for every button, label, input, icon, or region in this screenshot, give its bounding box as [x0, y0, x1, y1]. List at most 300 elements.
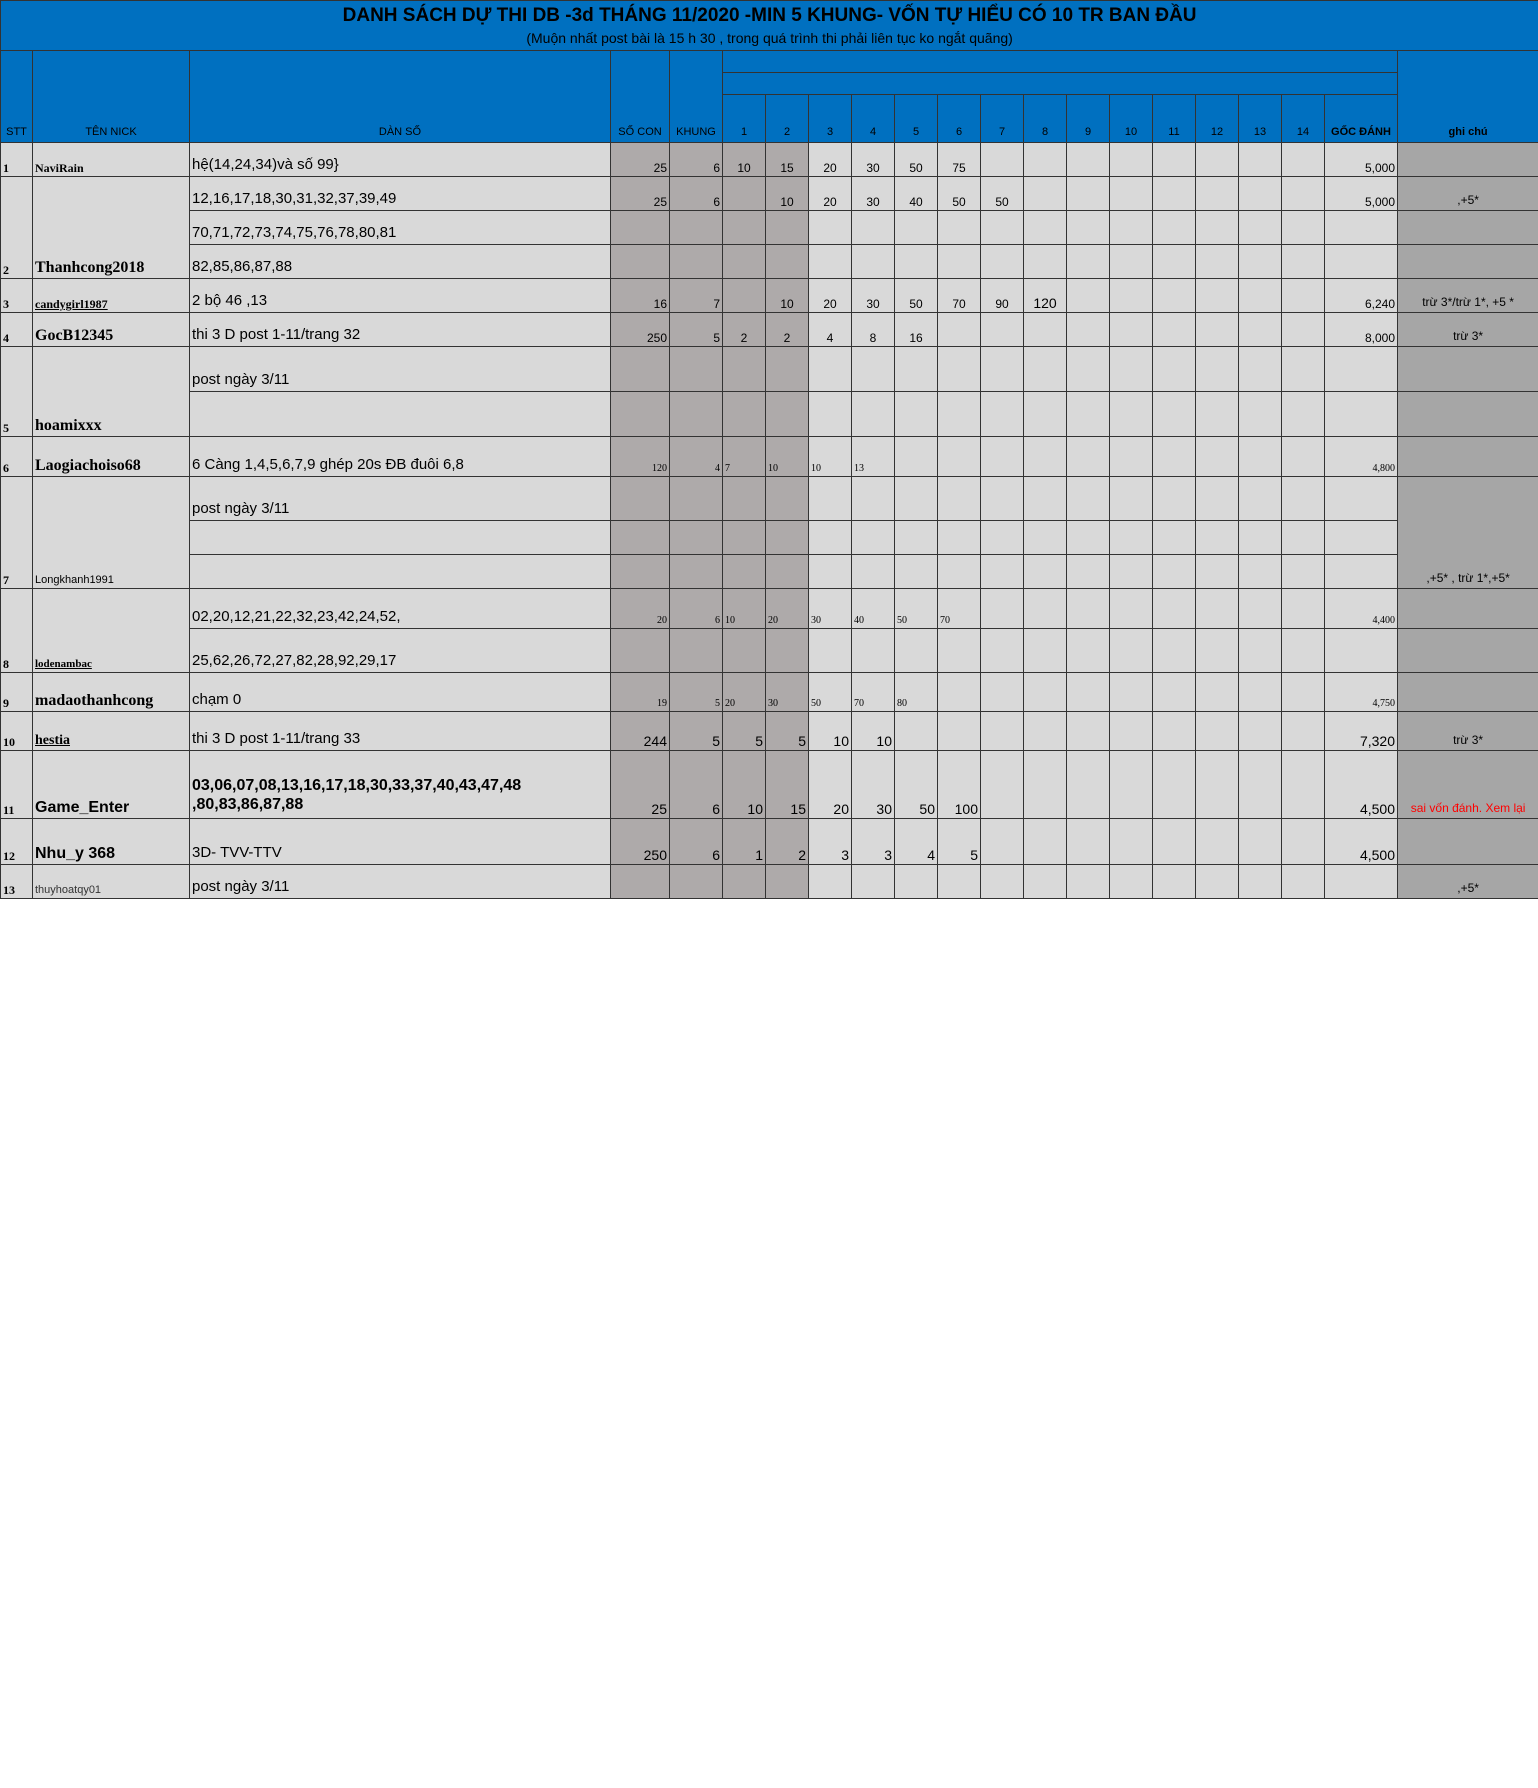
khung-cell[interactable]: 4 [670, 437, 723, 477]
khung-cell[interactable] [670, 245, 723, 279]
frame-3-cell[interactable]: 20 [809, 143, 852, 177]
frame-7-cell[interactable] [981, 589, 1024, 629]
frame-12-cell[interactable] [1196, 589, 1239, 629]
frame-8-cell[interactable] [1024, 589, 1067, 629]
note-cell[interactable]: ,+5* [1398, 865, 1538, 899]
header-frame-5[interactable]: 5 [895, 95, 938, 143]
frame-4-cell[interactable]: 30 [852, 177, 895, 211]
frame-14-cell[interactable] [1282, 555, 1325, 589]
frame-6-cell[interactable] [938, 865, 981, 899]
note-cell[interactable] [1398, 589, 1538, 629]
frame-2-cell[interactable]: 15 [766, 751, 809, 819]
header-nick[interactable]: TÊN NICK [33, 51, 190, 143]
note-cell[interactable]: trừ 3* [1398, 712, 1538, 751]
frame-4-cell[interactable] [852, 865, 895, 899]
frame-1-cell[interactable] [723, 477, 766, 521]
danso-cell[interactable] [190, 751, 611, 819]
frame-13-cell[interactable] [1239, 819, 1282, 865]
frame-10-cell[interactable] [1110, 521, 1153, 555]
socon-cell[interactable] [611, 629, 670, 673]
danso-cell[interactable]: 70,71,72,73,74,75,76,78,80,81 [190, 211, 611, 245]
frame-11-cell[interactable] [1153, 555, 1196, 589]
goc-cell[interactable] [1325, 629, 1398, 673]
khung-cell[interactable] [670, 392, 723, 437]
frame-4-cell[interactable]: 40 [852, 589, 895, 629]
frame-4-cell[interactable] [852, 211, 895, 245]
frame-10-cell[interactable] [1110, 477, 1153, 521]
frame-14-cell[interactable] [1282, 392, 1325, 437]
frame-11-cell[interactable] [1153, 211, 1196, 245]
danso-cell[interactable]: thi 3 D post 1-11/trang 33 [190, 712, 611, 751]
sheet-title[interactable]: DANH SÁCH DỰ THI DB -3d THÁNG 11/2020 -MIN 5 KHUNG- VỐN TỰ HIỂU CÓ 10 TR BAN ĐẦU [1, 1, 1538, 31]
khung-cell[interactable]: 6 [670, 143, 723, 177]
frame-10-cell[interactable] [1110, 751, 1153, 819]
header-frame-10[interactable]: 10 [1110, 95, 1153, 143]
frame-6-cell[interactable] [938, 521, 981, 555]
frame-12-cell[interactable] [1196, 211, 1239, 245]
frame-4-cell[interactable]: 30 [852, 751, 895, 819]
socon-cell[interactable]: 25 [611, 143, 670, 177]
frame-10-cell[interactable] [1110, 629, 1153, 673]
nick-cell[interactable]: Game_Enter [33, 751, 190, 819]
note-cell[interactable] [1398, 437, 1538, 477]
frame-5-cell[interactable] [895, 392, 938, 437]
header-frame-11[interactable]: 11 [1153, 95, 1196, 143]
frame-14-cell[interactable] [1282, 673, 1325, 712]
frame-9-cell[interactable] [1067, 555, 1110, 589]
frame-9-cell[interactable] [1067, 437, 1110, 477]
frame-11-cell[interactable] [1153, 751, 1196, 819]
frame-11-cell[interactable] [1153, 245, 1196, 279]
socon-cell[interactable]: 19 [611, 673, 670, 712]
stt-cell[interactable]: 6 [1, 437, 33, 477]
header-khung[interactable]: KHUNG [670, 51, 723, 143]
nick-cell[interactable]: lodenambac [33, 589, 190, 673]
stt-cell[interactable]: 7 [1, 477, 33, 589]
nick-cell[interactable]: candygirl1987 [33, 279, 190, 313]
socon-cell[interactable] [611, 865, 670, 899]
socon-cell[interactable] [611, 245, 670, 279]
danso-cell[interactable]: post ngày 3/11 [190, 347, 611, 392]
frame-6-cell[interactable] [938, 313, 981, 347]
stt-cell[interactable]: 8 [1, 589, 33, 673]
frame-12-cell[interactable] [1196, 673, 1239, 712]
frame-2-cell[interactable] [766, 555, 809, 589]
header-frame-6[interactable]: 6 [938, 95, 981, 143]
frame-1-cell[interactable]: 2 [723, 313, 766, 347]
frame-9-cell[interactable] [1067, 673, 1110, 712]
frame-7-cell[interactable] [981, 437, 1024, 477]
khung-cell[interactable]: 5 [670, 313, 723, 347]
socon-cell[interactable]: 25 [611, 751, 670, 819]
frame-3-cell[interactable]: 20 [809, 177, 852, 211]
frame-13-cell[interactable] [1239, 629, 1282, 673]
frame-9-cell[interactable] [1067, 751, 1110, 819]
socon-cell[interactable] [611, 521, 670, 555]
frame-5-cell[interactable] [895, 245, 938, 279]
nick-cell[interactable]: hoamixxx [33, 347, 190, 437]
frame-9-cell[interactable] [1067, 245, 1110, 279]
frame-5-cell[interactable]: 16 [895, 313, 938, 347]
frame-4-cell[interactable]: 3 [852, 819, 895, 865]
frame-7-cell[interactable] [981, 865, 1024, 899]
frame-14-cell[interactable] [1282, 521, 1325, 555]
frame-5-cell[interactable] [895, 437, 938, 477]
nick-cell[interactable]: thuyhoatqy01 [33, 865, 190, 899]
note-cell[interactable]: trừ 3* [1398, 313, 1538, 347]
note-cell[interactable] [1398, 819, 1538, 865]
stt-cell[interactable]: 2 [1, 177, 33, 279]
note-cell[interactable]: ,+5* [1398, 177, 1538, 211]
goc-cell[interactable]: 6,240 [1325, 279, 1398, 313]
goc-cell[interactable] [1325, 477, 1398, 521]
nick-cell[interactable]: Nhu_y 368 [33, 819, 190, 865]
header-frame-12[interactable]: 12 [1196, 95, 1239, 143]
frame-1-cell[interactable]: 10 [723, 751, 766, 819]
header-frame-7[interactable]: 7 [981, 95, 1024, 143]
frame-3-cell[interactable]: 20 [809, 279, 852, 313]
frame-13-cell[interactable] [1239, 477, 1282, 521]
khung-cell[interactable] [670, 555, 723, 589]
frame-8-cell[interactable] [1024, 629, 1067, 673]
frame-11-cell[interactable] [1153, 347, 1196, 392]
frame-13-cell[interactable] [1239, 751, 1282, 819]
frame-14-cell[interactable] [1282, 313, 1325, 347]
note-cell[interactable] [1398, 673, 1538, 712]
socon-cell[interactable]: 25 [611, 177, 670, 211]
header-frame-3[interactable]: 3 [809, 95, 852, 143]
frame-9-cell[interactable] [1067, 392, 1110, 437]
frame-6-cell[interactable] [938, 673, 981, 712]
danso-cell[interactable] [190, 521, 611, 555]
frame-4-cell[interactable] [852, 477, 895, 521]
goc-cell[interactable] [1325, 347, 1398, 392]
frame-4-cell[interactable] [852, 555, 895, 589]
frame-12-cell[interactable] [1196, 819, 1239, 865]
frame-14-cell[interactable] [1282, 712, 1325, 751]
frame-10-cell[interactable] [1110, 712, 1153, 751]
note-cell[interactable] [1398, 392, 1538, 437]
frame-12-cell[interactable] [1196, 177, 1239, 211]
stt-cell[interactable]: 4 [1, 313, 33, 347]
frame-7-cell[interactable] [981, 392, 1024, 437]
frame-7-cell[interactable]: 50 [981, 177, 1024, 211]
goc-cell[interactable]: 8,000 [1325, 313, 1398, 347]
frame-12-cell[interactable] [1196, 392, 1239, 437]
frame-13-cell[interactable] [1239, 673, 1282, 712]
frame-4-cell[interactable]: 30 [852, 143, 895, 177]
frame-2-cell[interactable] [766, 245, 809, 279]
khung-cell[interactable] [670, 629, 723, 673]
frame-8-cell[interactable] [1024, 437, 1067, 477]
socon-cell[interactable]: 250 [611, 819, 670, 865]
frame-7-cell[interactable] [981, 143, 1024, 177]
frame-12-cell[interactable] [1196, 712, 1239, 751]
frame-8-cell[interactable] [1024, 819, 1067, 865]
frame-4-cell[interactable]: 70 [852, 673, 895, 712]
nick-cell[interactable]: madaothanhcong [33, 673, 190, 712]
frame-7-cell[interactable]: 90 [981, 279, 1024, 313]
danso-cell[interactable]: 2 bộ 46 ,13 [190, 279, 611, 313]
khung-cell[interactable] [670, 521, 723, 555]
frame-13-cell[interactable] [1239, 177, 1282, 211]
frame-10-cell[interactable] [1110, 865, 1153, 899]
frame-2-cell[interactable]: 10 [766, 279, 809, 313]
frame-5-cell[interactable]: 4 [895, 819, 938, 865]
socon-cell[interactable] [611, 211, 670, 245]
frame-10-cell[interactable] [1110, 589, 1153, 629]
frame-6-cell[interactable]: 50 [938, 177, 981, 211]
nick-cell[interactable]: Longkhanh1991 [33, 477, 190, 589]
header-frames-group[interactable] [723, 51, 1398, 73]
frame-3-cell[interactable] [809, 392, 852, 437]
frame-6-cell[interactable]: 100 [938, 751, 981, 819]
note-cell[interactable] [1398, 347, 1538, 392]
frame-7-cell[interactable] [981, 211, 1024, 245]
frame-11-cell[interactable] [1153, 143, 1196, 177]
frame-7-cell[interactable] [981, 629, 1024, 673]
goc-cell[interactable] [1325, 521, 1398, 555]
frame-11-cell[interactable] [1153, 279, 1196, 313]
frame-6-cell[interactable] [938, 347, 981, 392]
khung-cell[interactable]: 5 [670, 673, 723, 712]
frame-11-cell[interactable] [1153, 521, 1196, 555]
note-cell[interactable] [1398, 211, 1538, 245]
header-frame-9[interactable]: 9 [1067, 95, 1110, 143]
goc-cell[interactable] [1325, 555, 1398, 589]
header-ghichu[interactable]: ghi chú [1398, 51, 1538, 143]
frame-14-cell[interactable] [1282, 477, 1325, 521]
note-cell[interactable]: ,+5* , trừ 1*,+5* [1398, 477, 1538, 589]
stt-cell[interactable]: 1 [1, 143, 33, 177]
frame-2-cell[interactable]: 15 [766, 143, 809, 177]
frame-2-cell[interactable] [766, 865, 809, 899]
frame-8-cell[interactable] [1024, 313, 1067, 347]
frame-13-cell[interactable] [1239, 589, 1282, 629]
frame-1-cell[interactable]: 20 [723, 673, 766, 712]
header-frame-2[interactable]: 2 [766, 95, 809, 143]
frame-4-cell[interactable]: 30 [852, 279, 895, 313]
frame-2-cell[interactable] [766, 521, 809, 555]
danso-cell[interactable]: post ngày 3/11 [190, 865, 611, 899]
frame-9-cell[interactable] [1067, 347, 1110, 392]
frame-3-cell[interactable]: 50 [809, 673, 852, 712]
frame-3-cell[interactable] [809, 477, 852, 521]
frame-2-cell[interactable] [766, 477, 809, 521]
frame-9-cell[interactable] [1067, 143, 1110, 177]
danso-cell[interactable]: hệ(14,24,34)và số 99} [190, 143, 611, 177]
frame-8-cell[interactable] [1024, 211, 1067, 245]
frame-8-cell[interactable] [1024, 143, 1067, 177]
khung-cell[interactable]: 6 [670, 819, 723, 865]
frame-14-cell[interactable] [1282, 279, 1325, 313]
frame-5-cell[interactable] [895, 629, 938, 673]
frame-7-cell[interactable] [981, 555, 1024, 589]
frame-3-cell[interactable]: 3 [809, 819, 852, 865]
danso-cell[interactable]: post ngày 3/11 [190, 477, 611, 521]
frame-3-cell[interactable] [809, 245, 852, 279]
frame-8-cell[interactable] [1024, 521, 1067, 555]
goc-cell[interactable] [1325, 865, 1398, 899]
frame-12-cell[interactable] [1196, 751, 1239, 819]
frame-7-cell[interactable] [981, 245, 1024, 279]
goc-cell[interactable]: 5,000 [1325, 143, 1398, 177]
frame-7-cell[interactable] [981, 313, 1024, 347]
frame-10-cell[interactable] [1110, 313, 1153, 347]
frame-4-cell[interactable] [852, 347, 895, 392]
nick-cell[interactable]: NaviRain [33, 143, 190, 177]
danso-cell[interactable]: 3D- TVV-TTV [190, 819, 611, 865]
nick-cell[interactable]: GocB12345 [33, 313, 190, 347]
header-danso[interactable]: DÀN SỐ [190, 51, 611, 143]
frame-12-cell[interactable] [1196, 865, 1239, 899]
frame-6-cell[interactable]: 5 [938, 819, 981, 865]
frame-1-cell[interactable] [723, 347, 766, 392]
frame-12-cell[interactable] [1196, 437, 1239, 477]
frame-5-cell[interactable] [895, 347, 938, 392]
frame-11-cell[interactable] [1153, 712, 1196, 751]
frame-13-cell[interactable] [1239, 712, 1282, 751]
frame-3-cell[interactable] [809, 521, 852, 555]
frame-8-cell[interactable] [1024, 555, 1067, 589]
frame-7-cell[interactable] [981, 477, 1024, 521]
khung-cell[interactable] [670, 347, 723, 392]
frame-13-cell[interactable] [1239, 437, 1282, 477]
nick-cell[interactable]: Laogiachoiso68 [33, 437, 190, 477]
frame-10-cell[interactable] [1110, 211, 1153, 245]
frame-5-cell[interactable]: 50 [895, 751, 938, 819]
frame-9-cell[interactable] [1067, 629, 1110, 673]
frame-1-cell[interactable]: 1 [723, 819, 766, 865]
goc-cell[interactable]: 4,400 [1325, 589, 1398, 629]
frame-1-cell[interactable]: 5 [723, 712, 766, 751]
header-frame-4[interactable]: 4 [852, 95, 895, 143]
frame-1-cell[interactable]: 10 [723, 589, 766, 629]
frame-8-cell[interactable] [1024, 245, 1067, 279]
socon-cell[interactable]: 120 [611, 437, 670, 477]
frame-12-cell[interactable] [1196, 143, 1239, 177]
frame-2-cell[interactable]: 5 [766, 712, 809, 751]
frame-11-cell[interactable] [1153, 392, 1196, 437]
frame-14-cell[interactable] [1282, 865, 1325, 899]
goc-cell[interactable]: 4,500 [1325, 819, 1398, 865]
frame-14-cell[interactable] [1282, 347, 1325, 392]
frame-8-cell[interactable] [1024, 865, 1067, 899]
frame-13-cell[interactable] [1239, 279, 1282, 313]
stt-cell[interactable]: 9 [1, 673, 33, 712]
frame-13-cell[interactable] [1239, 521, 1282, 555]
note-cell[interactable] [1398, 143, 1538, 177]
frame-13-cell[interactable] [1239, 211, 1282, 245]
frame-11-cell[interactable] [1153, 589, 1196, 629]
frame-6-cell[interactable] [938, 629, 981, 673]
frame-14-cell[interactable] [1282, 245, 1325, 279]
frame-2-cell[interactable]: 30 [766, 673, 809, 712]
frame-12-cell[interactable] [1196, 521, 1239, 555]
frame-5-cell[interactable]: 50 [895, 279, 938, 313]
frame-10-cell[interactable] [1110, 555, 1153, 589]
danso-cell[interactable]: 25,62,26,72,27,82,28,92,29,17 [190, 629, 611, 673]
frame-3-cell[interactable]: 4 [809, 313, 852, 347]
frame-6-cell[interactable] [938, 712, 981, 751]
khung-cell[interactable]: 6 [670, 589, 723, 629]
frame-10-cell[interactable] [1110, 245, 1153, 279]
frame-13-cell[interactable] [1239, 245, 1282, 279]
frame-14-cell[interactable] [1282, 819, 1325, 865]
frame-6-cell[interactable] [938, 245, 981, 279]
danso-cell[interactable] [190, 392, 611, 437]
frame-11-cell[interactable] [1153, 177, 1196, 211]
goc-cell[interactable]: 5,000 [1325, 177, 1398, 211]
frame-10-cell[interactable] [1110, 437, 1153, 477]
note-cell[interactable]: sai vốn đánh. Xem lại [1398, 751, 1538, 819]
frame-7-cell[interactable] [981, 751, 1024, 819]
frame-9-cell[interactable] [1067, 211, 1110, 245]
frame-3-cell[interactable] [809, 629, 852, 673]
goc-cell[interactable] [1325, 211, 1398, 245]
danso-cell[interactable]: 82,85,86,87,88 [190, 245, 611, 279]
frame-13-cell[interactable] [1239, 143, 1282, 177]
note-cell[interactable] [1398, 629, 1538, 673]
frame-4-cell[interactable] [852, 245, 895, 279]
stt-cell[interactable]: 3 [1, 279, 33, 313]
frame-3-cell[interactable] [809, 865, 852, 899]
header-frame-1[interactable]: 1 [723, 95, 766, 143]
frame-1-cell[interactable] [723, 279, 766, 313]
stt-cell[interactable]: 11 [1, 751, 33, 819]
socon-cell[interactable] [611, 347, 670, 392]
frame-3-cell[interactable] [809, 555, 852, 589]
frame-10-cell[interactable] [1110, 279, 1153, 313]
frame-8-cell[interactable] [1024, 347, 1067, 392]
goc-cell[interactable]: 4,750 [1325, 673, 1398, 712]
frame-9-cell[interactable] [1067, 477, 1110, 521]
frame-11-cell[interactable] [1153, 673, 1196, 712]
frame-9-cell[interactable] [1067, 712, 1110, 751]
frame-3-cell[interactable] [809, 211, 852, 245]
header-frame-13[interactable]: 13 [1239, 95, 1282, 143]
socon-cell[interactable] [611, 477, 670, 521]
goc-cell[interactable] [1325, 392, 1398, 437]
frame-13-cell[interactable] [1239, 347, 1282, 392]
frame-5-cell[interactable] [895, 865, 938, 899]
stt-cell[interactable]: 5 [1, 347, 33, 437]
frame-5-cell[interactable]: 40 [895, 177, 938, 211]
frame-10-cell[interactable] [1110, 143, 1153, 177]
frame-13-cell[interactable] [1239, 555, 1282, 589]
frame-11-cell[interactable] [1153, 865, 1196, 899]
socon-cell[interactable]: 244 [611, 712, 670, 751]
frame-14-cell[interactable] [1282, 143, 1325, 177]
goc-cell[interactable]: 7,320 [1325, 712, 1398, 751]
frame-8-cell[interactable] [1024, 673, 1067, 712]
frame-2-cell[interactable]: 20 [766, 589, 809, 629]
header-socon[interactable]: SỐ CON [611, 51, 670, 143]
khung-cell[interactable] [670, 865, 723, 899]
sheet-subtitle[interactable]: (Muộn nhất post bài là 15 h 30 , trong quá trình thi phải liên tục ko ngắt quãng) [1, 31, 1538, 51]
socon-cell[interactable]: 250 [611, 313, 670, 347]
frame-9-cell[interactable] [1067, 279, 1110, 313]
nick-cell[interactable]: hestia [33, 712, 190, 751]
frame-12-cell[interactable] [1196, 347, 1239, 392]
frame-5-cell[interactable] [895, 555, 938, 589]
danso-cell[interactable]: thi 3 D post 1-11/trang 32 [190, 313, 611, 347]
danso-cell[interactable] [190, 555, 611, 589]
header-goc[interactable]: GỐC ĐÁNH [1325, 95, 1398, 143]
frame-6-cell[interactable] [938, 211, 981, 245]
frame-5-cell[interactable]: 50 [895, 143, 938, 177]
frame-1-cell[interactable]: 10 [723, 143, 766, 177]
